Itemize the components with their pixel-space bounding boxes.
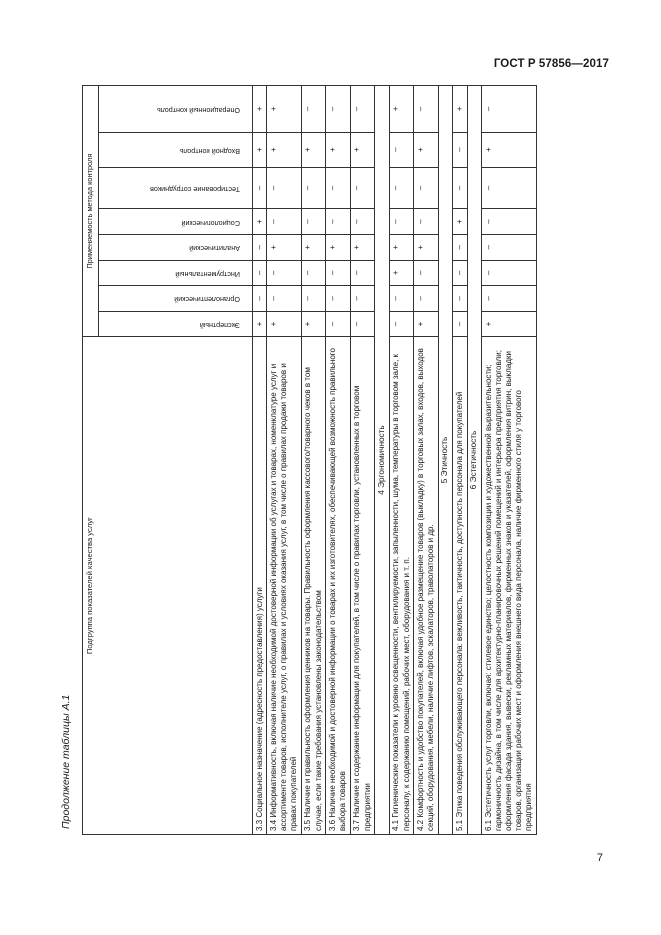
method-mark: –	[350, 286, 374, 312]
method-mark: –	[350, 209, 374, 235]
method-mark: –	[414, 260, 438, 286]
method-header-4	[99, 209, 253, 235]
method-mark: +	[414, 234, 438, 260]
method-mark: –	[326, 311, 350, 337]
method-mark: +	[253, 311, 267, 337]
method-label: Операционный контроль	[156, 105, 240, 115]
method-mark: –	[482, 209, 537, 235]
method-mark: –	[326, 286, 350, 312]
method-mark: –	[482, 86, 537, 133]
method-mark: –	[414, 209, 438, 235]
method-mark: +	[389, 234, 413, 260]
method-mark: –	[350, 86, 374, 133]
method-mark: +	[482, 132, 537, 167]
method-label: Социологический	[181, 218, 240, 228]
method-label: Входной контроль	[179, 146, 240, 156]
section-title: 5 Этичность	[438, 86, 453, 835]
method-mark: –	[267, 260, 302, 286]
method-mark: –	[453, 234, 467, 260]
method-header-3	[99, 234, 253, 260]
table-row	[414, 86, 438, 835]
method-mark: –	[453, 260, 467, 286]
method-mark: +	[414, 132, 438, 167]
method-mark: –	[326, 260, 350, 286]
table-row	[267, 86, 302, 835]
method-mark: –	[453, 132, 467, 167]
indicator-text: 6.1 Эстетичность услуг торговли, включая: стилевое единство; целостность композиции и художественной выразительности; гармоничность дизайна, в том числе для архитектурно-планировочных решений помещений и интерьера предприятия торговли; оформления фасада здания, вывески, рекламных материалов, фирменных знаков и указателей, оформления витрин, выкладки товаров, организации рабочих мест и оформления внешнего вида персонала, наличие фирменного стиля у торгового предприятия	[482, 337, 537, 835]
method-mark: +	[301, 234, 325, 260]
method-mark: –	[482, 286, 537, 312]
method-mark: –	[482, 260, 537, 286]
method-mark: +	[414, 311, 438, 337]
table-row	[453, 86, 467, 835]
table-row	[253, 86, 267, 835]
method-mark: –	[267, 209, 302, 235]
indicator-text: 5.1 Этика поведения обслуживающего персонала: вежливость, тактичность, доступность персонала для покупателей	[453, 337, 467, 835]
method-header-2	[99, 260, 253, 286]
method-header-5	[99, 167, 253, 209]
method-mark: –	[482, 234, 537, 260]
method-mark: –	[389, 167, 413, 209]
method-mark: –	[414, 167, 438, 209]
method-header-7	[99, 86, 253, 133]
method-mark: +	[301, 132, 325, 167]
method-mark: +	[350, 234, 374, 260]
rotated-sheet	[60, 85, 580, 835]
method-mark: –	[414, 86, 438, 133]
table-row	[389, 86, 413, 835]
section-row	[467, 86, 482, 835]
table-row	[350, 86, 374, 835]
method-mark: –	[253, 260, 267, 286]
method-mark: –	[414, 286, 438, 312]
method-mark: +	[253, 132, 267, 167]
method-mark: –	[389, 286, 413, 312]
method-mark: –	[301, 209, 325, 235]
method-header-6	[99, 132, 253, 167]
table-row	[482, 86, 537, 835]
method-mark: –	[453, 286, 467, 312]
subgroup-header: Подгруппа показателей качества услуг	[83, 337, 253, 835]
method-label: Экспертный	[199, 321, 240, 330]
section-row	[438, 86, 453, 835]
indicator-text: 3.5 Наличие и правильность оформления ценников на товары. Правильность оформления кассового/товарного чеков в том случае, если такие требования установлены законодательством	[301, 337, 325, 835]
method-label: Тестирование сотрудников	[149, 184, 240, 194]
method-mark: +	[301, 311, 325, 337]
method-mark: –	[350, 260, 374, 286]
indicator-text: 3.4 Информативность, включая наличие необходимой достоверной информации об услугах и товарах, номенклатуре услуг и ассортименте товаров, исполнителе услуг, о правилах и условиях оказания услуг, в том числе о правилах продажи товаров и правах покупателей	[267, 337, 302, 835]
method-mark: –	[267, 167, 302, 209]
method-mark: –	[453, 311, 467, 337]
method-mark: –	[301, 86, 325, 133]
method-mark: –	[267, 286, 302, 312]
indicator-text: 3.3 Социальное назначение (адресность предоставления) услуги	[253, 337, 267, 835]
method-mark: +	[267, 86, 302, 133]
method-mark: –	[389, 209, 413, 235]
method-mark: –	[350, 167, 374, 209]
indicator-text: 3.6 Наличие необходимой и достоверной информации о товарах и их изготовителях, обеспечивающей возможность правильного выбора товаров	[326, 337, 350, 835]
method-mark: –	[253, 286, 267, 312]
table-row	[326, 86, 350, 835]
method-mark: –	[301, 167, 325, 209]
indicator-text: 4.2 Комфортность и удобство покупателей, включая удобное размещение товаров (выкладку) в торговых залах, входов, выходов секций, оборудования, мебели, наличие лифтов, эскалаторов, траволаторов и др.	[414, 337, 438, 835]
method-mark: –	[326, 167, 350, 209]
method-label: Инструментальный	[175, 269, 240, 279]
method-mark: –	[482, 167, 537, 209]
method-mark: +	[482, 311, 537, 337]
table-row	[301, 86, 325, 835]
section-title: 6 Эстетичность	[467, 86, 482, 835]
indicator-text: 3.7 Наличие и содержание информации для покупателей, в том числе о правилах торговли, установленных в торговом предприятии	[350, 337, 374, 835]
method-header-0	[99, 311, 253, 337]
indicator-text: 4.1 Гигиенические показатели к уровню освещенности, вентилируемости, запыленности, шума, температуры в торговом зале, к персоналу, к содержанию помещений, рабочих мест, оборудования и т. п.	[389, 337, 413, 835]
method-mark: +	[253, 86, 267, 133]
method-mark: +	[389, 86, 413, 133]
section-title: 4 Эргономичность	[375, 86, 390, 835]
method-label: Аналитический	[188, 244, 240, 254]
method-header-1	[99, 286, 253, 312]
method-mark: +	[453, 86, 467, 133]
method-mark: –	[253, 167, 267, 209]
method-mark: +	[267, 311, 302, 337]
table-caption: Продолжение таблицы А.1	[60, 694, 72, 829]
method-mark: –	[301, 286, 325, 312]
page-number: 7	[596, 852, 603, 864]
method-mark: +	[389, 260, 413, 286]
method-label: Органолептический	[173, 295, 240, 305]
method-mark: –	[389, 311, 413, 337]
standard-code: ГОСТ Р 57856—2017	[493, 58, 609, 70]
method-mark: +	[267, 234, 302, 260]
method-mark: +	[326, 132, 350, 167]
section-row	[375, 86, 390, 835]
method-mark: –	[326, 209, 350, 235]
methods-header: Применяемость метода контроля	[83, 86, 99, 337]
method-mark: +	[267, 132, 302, 167]
method-mark: +	[253, 209, 267, 235]
method-mark: –	[253, 234, 267, 260]
method-mark: –	[350, 311, 374, 337]
method-mark: –	[389, 132, 413, 167]
method-mark: +	[350, 132, 374, 167]
quality-indicators-table	[82, 85, 537, 835]
method-mark: –	[326, 86, 350, 133]
method-mark: –	[301, 260, 325, 286]
method-mark: +	[326, 234, 350, 260]
method-mark: –	[453, 167, 467, 209]
method-mark: +	[453, 209, 467, 235]
rotated-page-content	[60, 85, 580, 835]
